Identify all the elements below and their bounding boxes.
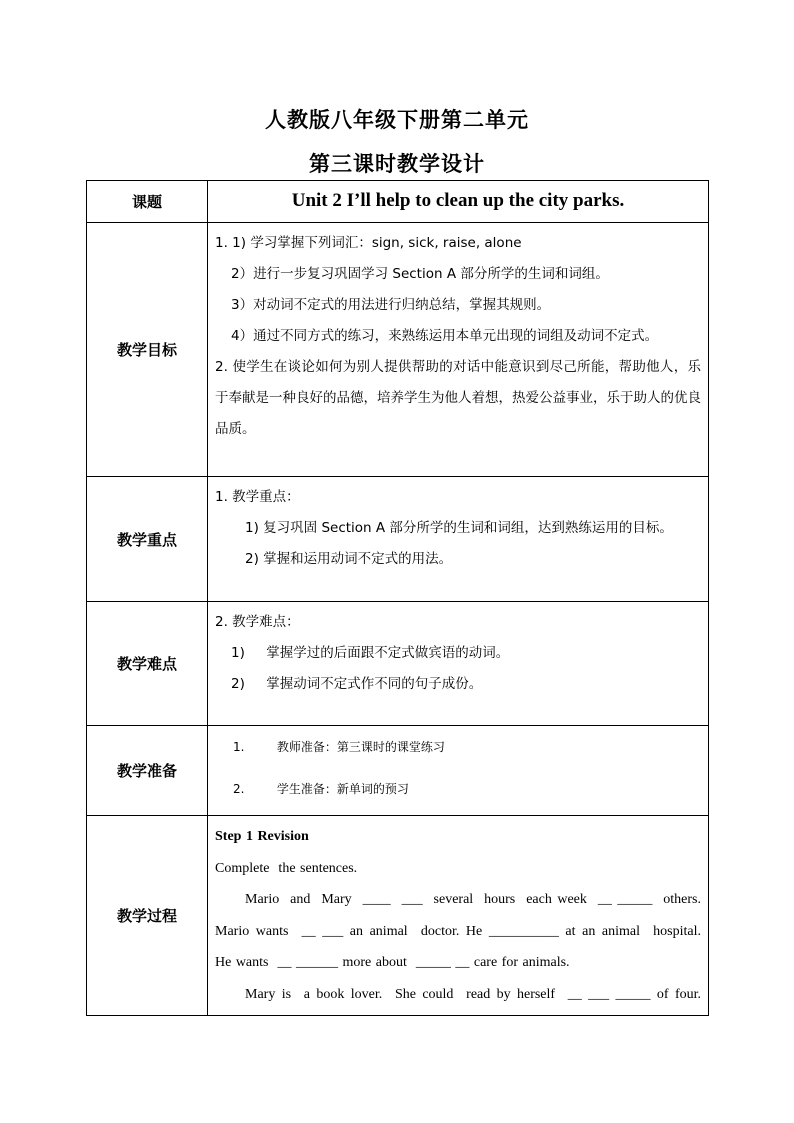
row-label: 课题 xyxy=(87,181,208,223)
row-label: 教学目标 xyxy=(87,223,208,477)
row-label: 教学过程 xyxy=(87,816,208,1016)
subject-title: Unit 2 I’ll help to clean up the city parks. xyxy=(291,190,625,211)
difficulty-line: 2. 教学难点： xyxy=(215,614,300,630)
lesson-plan-table xyxy=(86,180,709,1016)
table-row-objectives xyxy=(87,223,709,477)
objective-line: 3）对动词不定式的用法进行归纳总结，掌握其规则。 xyxy=(231,297,551,313)
row-label: 教学难点 xyxy=(87,602,208,726)
item-number: 2. xyxy=(233,782,245,796)
key-points-cell xyxy=(208,477,709,602)
preparation-item xyxy=(215,768,701,810)
table-row-key-points xyxy=(87,477,709,602)
table-row-preparation xyxy=(87,726,709,816)
exercise-line: Complete the sentences. xyxy=(215,860,358,876)
preparation-cell xyxy=(208,726,709,816)
exercise-line: Mary is a book lover. She could read by herself __ ___ _____ of four. xyxy=(245,986,701,1002)
objective-line: 4）通过不同方式的练习，来熟练运用本单元出现的词组及动词不定式。 xyxy=(231,328,659,344)
exercise-line: He wants __ ______ more about _____ __ care for animals. xyxy=(215,955,570,970)
preparation-item xyxy=(215,726,701,768)
item-number: 1. xyxy=(233,740,245,754)
table-row-process xyxy=(87,816,709,1016)
objective-line: 2. 使学生在谈论如何为别人提供帮助的对话中能意识到尽己所能，帮助他人，乐于奉献是一种良好的品德，培养学生为他人着想，热爱公益事业，乐于助人的优良品质。 xyxy=(215,359,701,437)
difficulty-line: 1) 掌握学过的后面跟不定式做宾语的动词。 xyxy=(231,645,510,661)
document-subtitle: 第三课时教学设计 xyxy=(309,152,485,176)
exercise-line: Mario wants __ ___ an animal doctor. He __________ at an animal hospital. xyxy=(215,923,701,939)
table-row-subject xyxy=(87,181,709,223)
objectives-cell xyxy=(208,223,709,477)
exercise-line: Mario and Mary ____ ___ several hours each week __ _____ others. xyxy=(245,892,701,907)
key-point-line: 1. 教学重点： xyxy=(215,489,300,505)
item-text: 学生准备：新单词的预习 xyxy=(276,782,409,796)
document-title: 人教版八年级下册第二单元 xyxy=(265,108,529,132)
table-row-difficulties xyxy=(87,602,709,726)
key-point-line: 2) 掌握和运用动词不定式的用法。 xyxy=(245,551,453,567)
process-cell xyxy=(208,816,709,1016)
subject-cell xyxy=(208,181,709,223)
objective-line: 2）进行一步复习巩固学习 Section A 部分所学的生词和词组。 xyxy=(231,266,609,282)
difficulties-cell xyxy=(208,602,709,726)
key-point-line: 1) 复习巩固 Section A 部分所学的生词和词组，达到熟练运用的目标。 xyxy=(245,520,673,536)
item-text: 教师准备：第三课时的课堂练习 xyxy=(276,740,445,754)
row-label: 教学重点 xyxy=(87,477,208,602)
step-heading: Step 1 Revision xyxy=(215,829,309,844)
row-label: 教学准备 xyxy=(87,726,208,816)
objective-line: 1. 1) 学习掌握下列词汇：sign, sick, raise, alone xyxy=(215,235,522,251)
difficulty-line: 2) 掌握动词不定式作不同的句子成份。 xyxy=(231,676,483,692)
